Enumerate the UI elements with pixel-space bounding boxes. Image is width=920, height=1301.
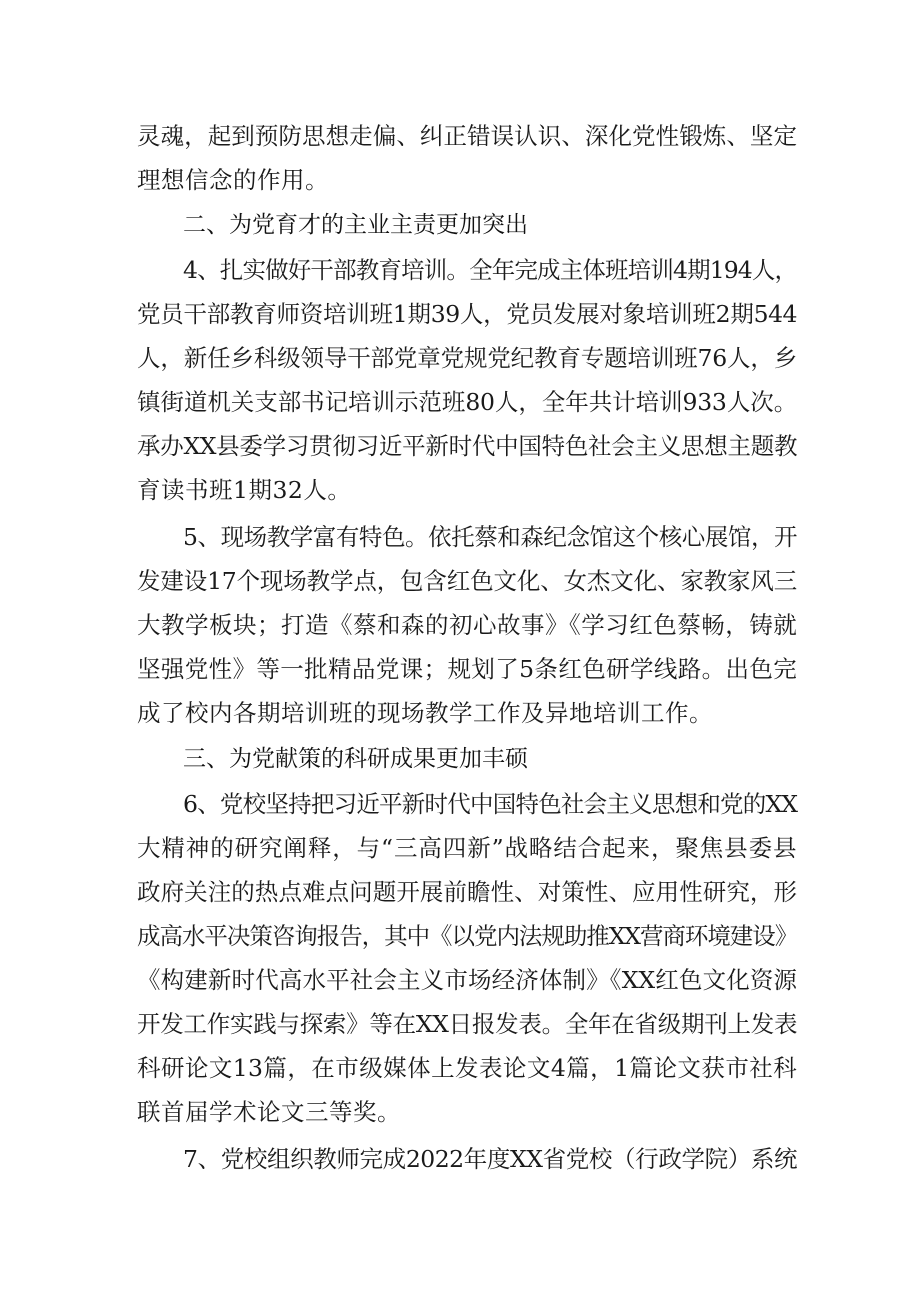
paragraph-line: 党员干部教育师资培训班1期39人，党员发展对象培训班2期544 (137, 300, 797, 328)
section-heading-2: 二、为党育才的主业主责更加突出 (183, 212, 528, 238)
paragraph-line: 6、党校坚持把习近平新时代中国特色社会主义思想和党的XX (183, 790, 797, 818)
paragraph-line: 育读书班1期32人。 (137, 476, 352, 504)
paragraph-line: 成了校内各期培训班的现场教学工作及异地培训工作。 (137, 699, 713, 727)
paragraph-line: 大教学板块；打造《蔡和森的初心故事》《学习红色蔡畅，铸就 (137, 611, 798, 639)
paragraph-line: 理想信念的作用。 (137, 166, 329, 194)
paragraph-line: 《构建新时代高水平社会主义市场经济体制》《XX红色文化资源 (137, 966, 797, 994)
paragraph-line: 政府关注的热点难点问题开展前瞻性、对策性、应用性研究，形 (137, 878, 797, 906)
paragraph-line: 承办XX县委学习贯彻习近平新时代中国特色社会主义思想主题教 (137, 432, 797, 460)
paragraph-line: 联首届学术论文三等奖。 (137, 1098, 401, 1126)
paragraph-line: 镇街道机关支部书记培训示范班80人，全年共计培训933人次。 (137, 388, 797, 416)
paragraph-line: 5、现场教学富有特色。依托蔡和森纪念馆这个核心展馆，开 (183, 523, 797, 551)
paragraph-line: 坚强党性》等一批精品党课；规划了5条红色研学线路。出色完 (137, 655, 797, 683)
paragraph-line: 发建设17个现场教学点，包含红色文化、女杰文化、家教家风三 (137, 567, 797, 595)
paragraph-line: 灵魂，起到预防思想走偏、纠正错误认识、深化党性锻炼、坚定 (137, 122, 797, 150)
paragraph-line: 成高水平决策咨询报告，其中《以党内法规助推XX营商环境建设》 (137, 922, 797, 950)
paragraph-line: 大精神的研究阐释，与“三高四新”战略结合起来，聚焦县委县 (137, 834, 797, 862)
paragraph-line: 人，新任乡科级领导干部党章党规党纪教育专题培训班76人，乡 (137, 344, 797, 372)
paragraph-line: 开发工作实践与探索》等在XX日报发表。全年在省级期刊上发表 (137, 1010, 797, 1038)
section-heading-3: 三、为党献策的科研成果更加丰硕 (183, 746, 528, 772)
paragraph-line: 7、党校组织教师完成2022年度XX省党校（行政学院）系统 (183, 1145, 797, 1173)
paragraph-line: 科研论文13篇，在市级媒体上发表论文4篇，1篇论文获市社科 (137, 1054, 797, 1082)
paragraph-line: 4、扎实做好干部教育培训。全年完成主体班培训4期194人， (183, 256, 797, 284)
